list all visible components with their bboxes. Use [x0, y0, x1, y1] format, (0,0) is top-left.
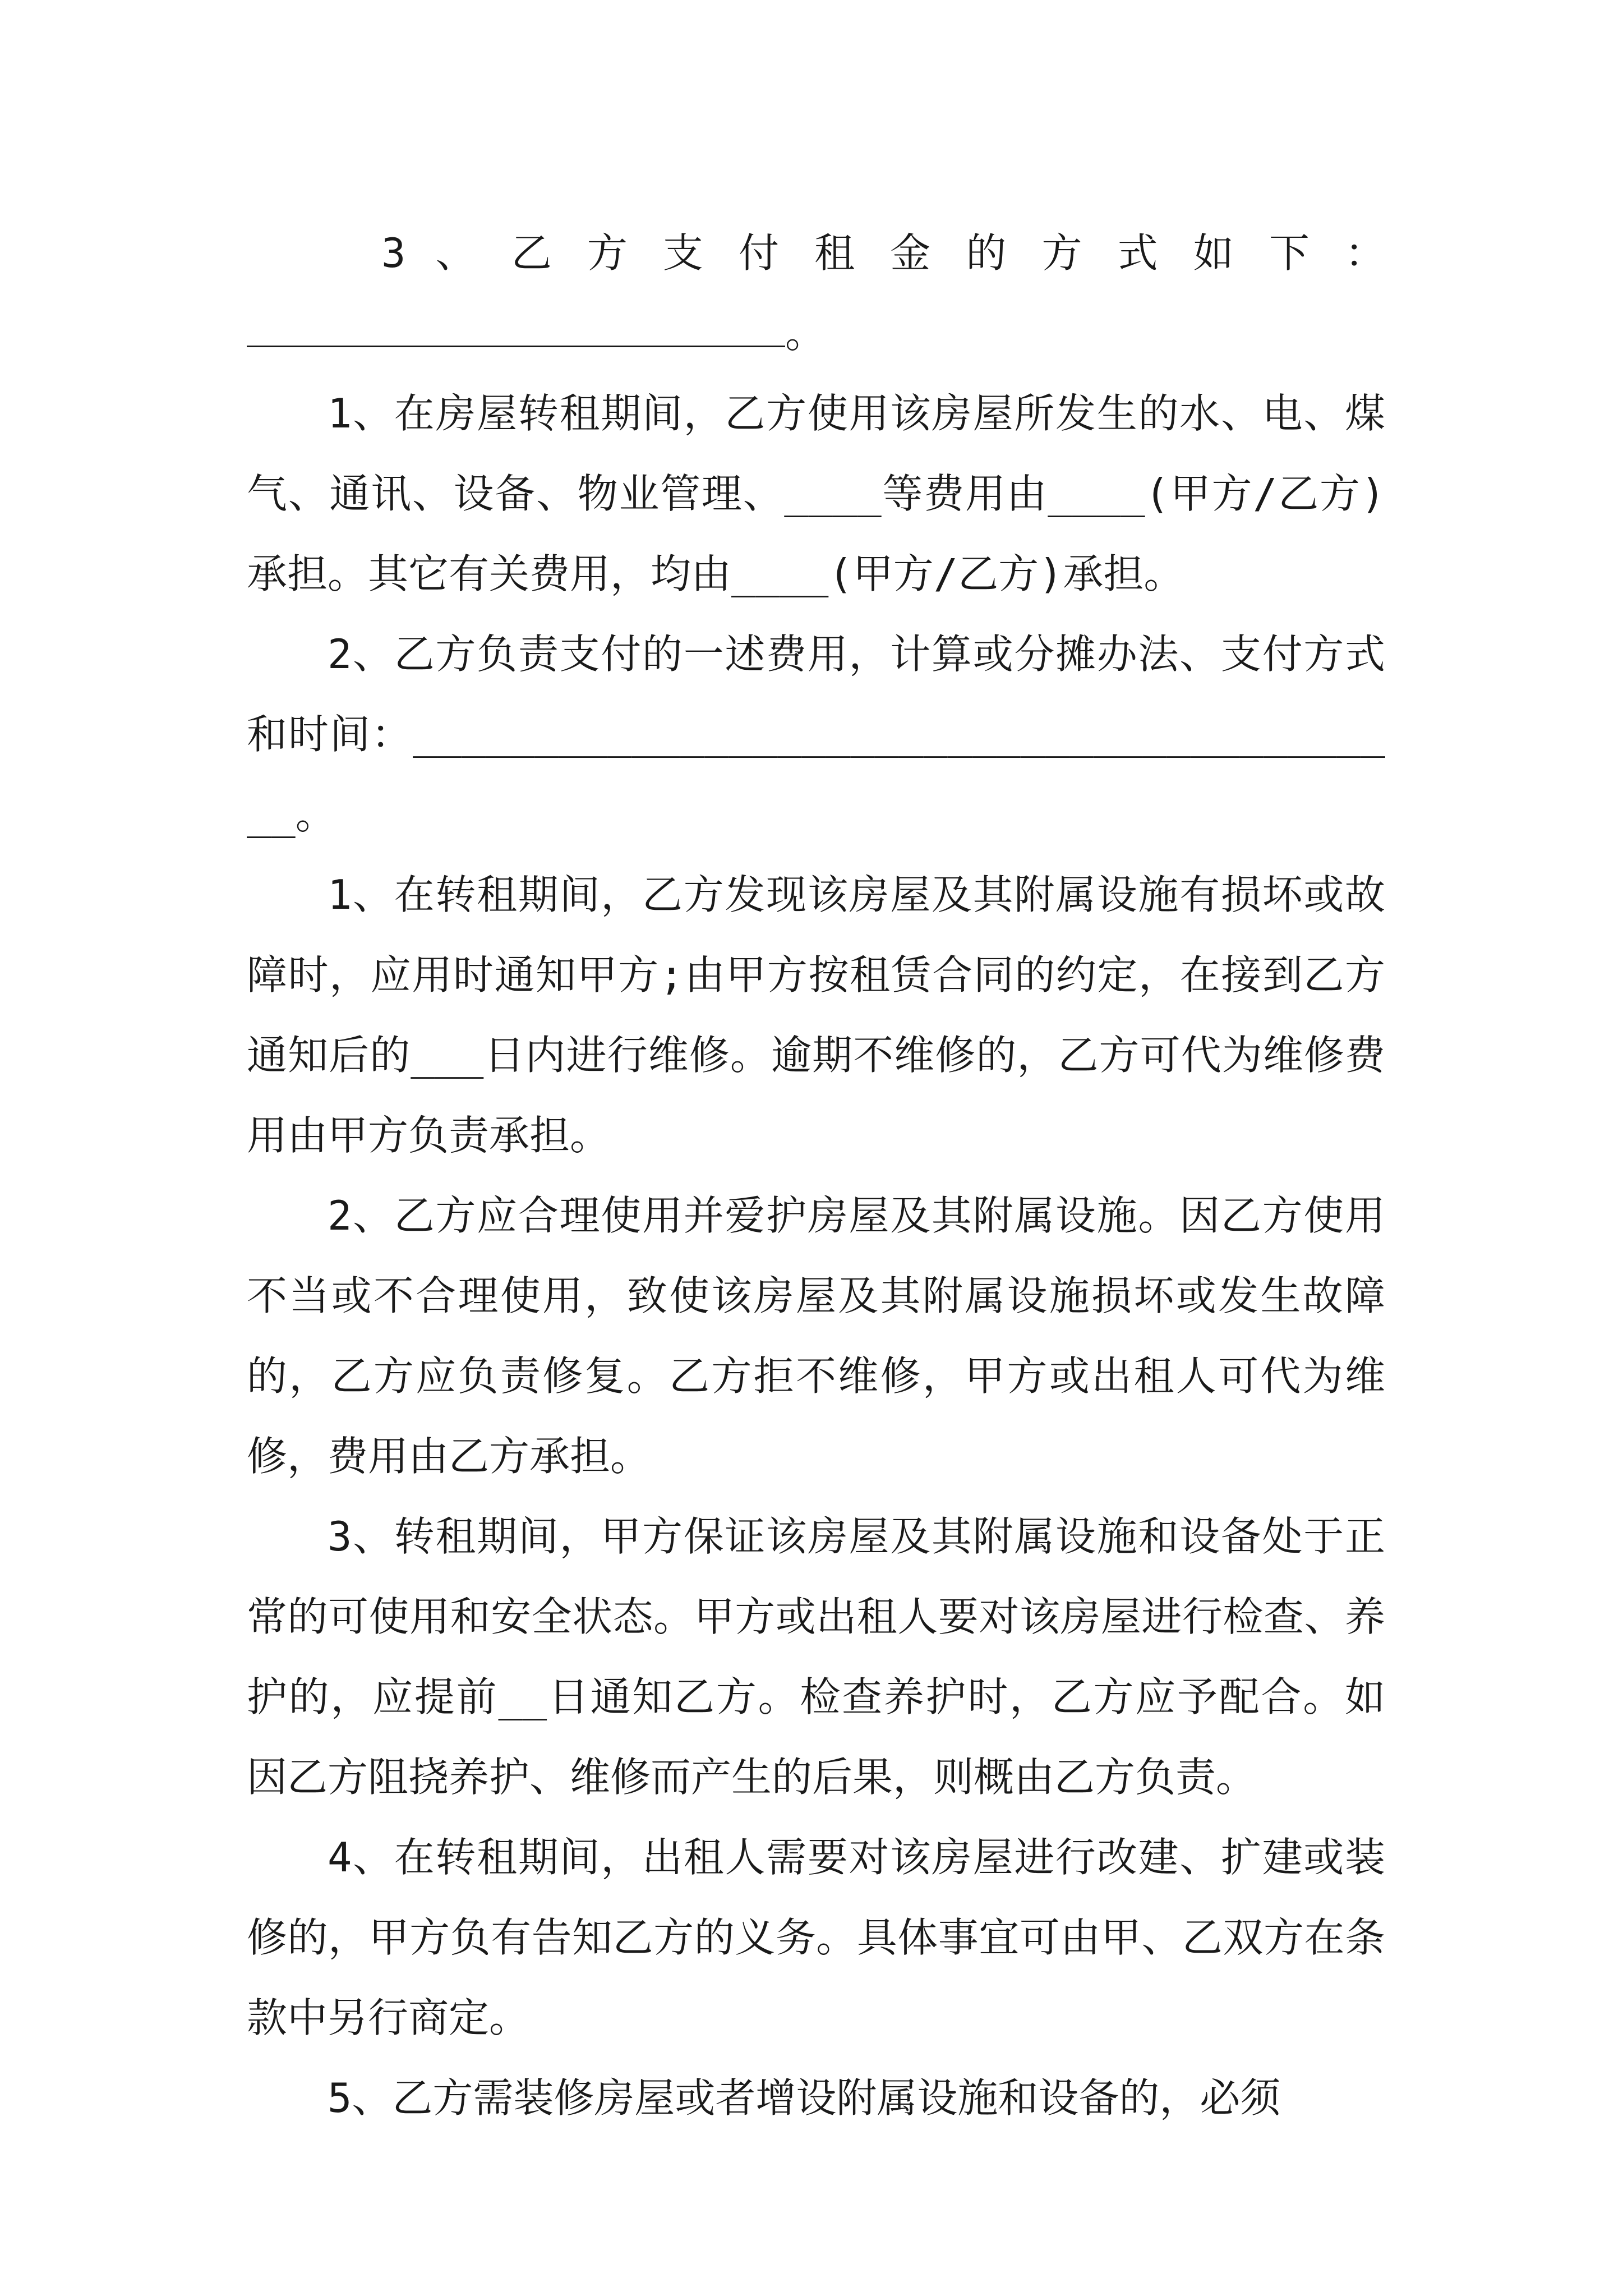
fill-in-blank: [247, 306, 785, 347]
paragraph-repair-3: 3、转租期间，甲方保证该房屋及其附属设施和设备处于正常的可使用和安全状态。甲方或出租人要对该房屋进行检查、养护的，应提前__日通知乙方。检查养护时，乙方应予配合。如因乙方阻挠养护、维修而产生的后果，则概由乙方负责。: [247, 1513, 1385, 1801]
paragraph-repair-2: 2、乙方应合理使用并爱护房屋及其附属设施。因乙方使用不当或不合理使用，致使该房屋及其附属设施损坏或发生故障的，乙方应负责修复。乙方拒不维修，甲方或出租人可代为维修，费用由乙方承担。: [247, 1192, 1385, 1480]
payment-method-blank-line: [247, 293, 1385, 374]
paragraph-repair-4: 4、在转租期间，出租人需要对该房屋进行改建、扩建或装修的，甲方负有告知乙方的义务。具体事宜可由甲、乙双方在条款中另行商定。: [247, 1834, 1385, 2041]
document-body: [247, 213, 1385, 2138]
paragraph-fees-1: 1、在房屋转租期间，乙方使用该房屋所发生的水、电、煤气、通讯、设备、物业管理、____等费用由____(甲方/乙方)承担。其它有关费用，均由____(甲方/乙方)承担。: [247, 390, 1385, 597]
paragraph-repair-1: 1、在转租期间，乙方发现该房屋及其附属设施有损坏或故障时，应用时通知甲方;由甲方按租赁合同的约定，在接到乙方通知后的___日内进行维修。逾期不维修的，乙方可代为维修费用由甲方负责承担。: [247, 871, 1385, 1159]
paragraph-repair-5: 5、乙方需装修房屋或者增设附属设施和设备的，必须: [328, 2074, 1281, 2122]
paragraph-fees-2: 2、乙方负责支付的一述费用，计算或分摊办法、支付方式和时间：__________________________________________。: [247, 631, 1385, 838]
paragraph-payment-method-heading: 3 、 乙 方 支 付 租 金 的 方 式 如 下 ：: [381, 229, 1385, 277]
paragraph-end-mark: 。: [785, 310, 826, 357]
